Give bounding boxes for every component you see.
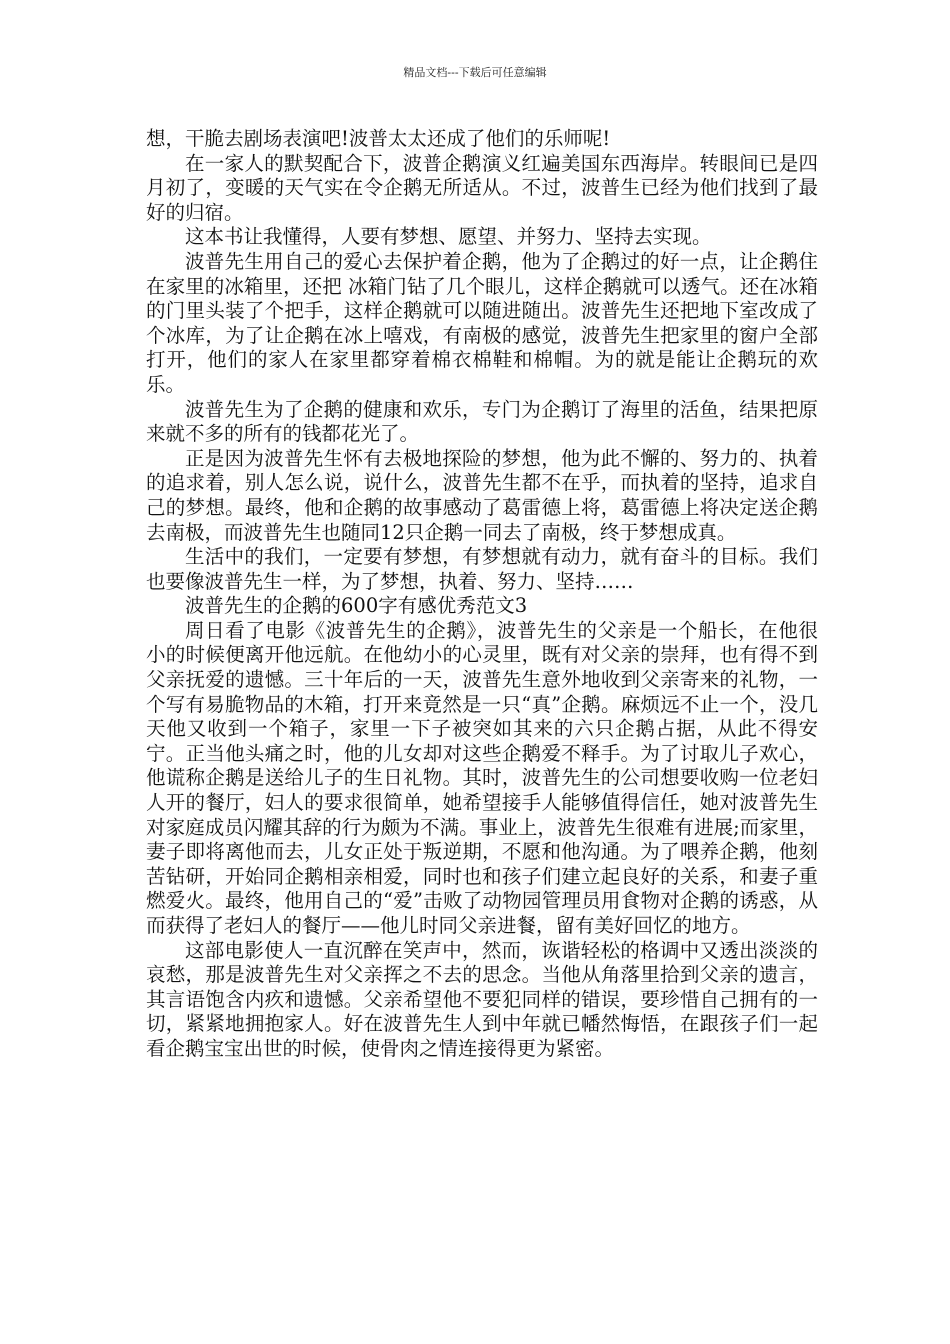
page-header: 精品文档---下载后可任意编辑: [403, 66, 547, 79]
paragraph: 这本书让我懂得，人要有梦想、愿望、并努力、坚持去实现。: [185, 225, 712, 249]
paragraph: 正是因为波普先生怀有去极地探险的梦想，他为此不懈的、努力的、执着的追求着，别人怎么说，说什么，波普先生都不在乎，而执着的坚持，追求自己的梦想。最终，他和企鹅的故事感动了葛雷德上将，葛雷德上将决定送企鹅去南极，而波普先生也随同12只企鹅一同去了南极，终于梦想成真。: [146, 446, 818, 544]
paragraph: 在一家人的默契配合下，波普企鹅演义红遍美国东西海岸。转眼间已是四月初了，变暖的天气实在令企鹅无所适从。不过，波普生已经为他们找到了最好的归宿。: [146, 151, 818, 224]
section-heading: 波普先生的企鹅的600字有感优秀范文3: [185, 594, 528, 618]
paragraph: 想，干脆去剧场表演吧!波普太太还成了他们的乐师呢!: [146, 127, 611, 150]
paragraph: 波普先生用自己的爱心去保护着企鹅，他为了企鹅过的好一点，让企鹅住在家里的冰箱里，还把 冰箱门钻了几个眼儿，这样企鹅就可以透气。还在冰箱的门里头装了个把手，这样企鹅就可以随进随出。波普先生还把地下室改成了个冰库，为了让企鹅在冰上嘻戏，有南极的感觉，波普先生把家里的窗户全部打开，他们的家人在家里都穿着棉衣棉鞋和棉帽。为的就是能让企鹅玩的欢乐。: [146, 249, 818, 396]
document-body: [146, 127, 818, 1062]
paragraph: 波普先生为了企鹅的健康和欢乐，专门为企鹅订了海里的活鱼，结果把原来就不多的所有的钱都花光了。: [146, 397, 818, 446]
paragraph: 周日看了电影《波普先生的企鹅》，波普先生的父亲是一个船长，在他很小的时候便离开他远航。在他幼小的心灵里，既有对父亲的崇拜，也有得不到父亲抚爱的遗憾。三十年后的一天，波普先生意外地收到父亲寄来的礼物，一个写有易脆物品的木箱，打开来竟然是一只“真”企鹅。麻烦远不止一个，没几天他又收到一个箱子，家里一下子被突如其来的六只企鹅占据，从此不得安宁。正当他头痛之时，他的儿女却对这些企鹅爱不释手。为了讨取儿子欢心，他谎称企鹅是送给儿子的生日礼物。其时，波普先生的公司想要收购一位老妇人开的餐厅，妇人的要求很简单，她希望接手人能够值得信任，她对波普先生对家庭成员闪耀其辞的行为颇为不满。事业上，波普先生很难有进展;而家里，妻子即将离他而去，儿女正处于叛逆期，不愿和他沟通。为了喂养企鹅，他刻苦钻研，开始同企鹅相亲相爱，同时也和孩子们建立起良好的关系，和妻子重燃爱火。最终，他用自己的“爱”击败了动物园管理员用食物对企鹅的诱惑，从而获得了老妇人的餐厅——他儿时同父亲进餐，留有美好回忆的地方。: [146, 618, 818, 937]
paragraph: 这部电影使人一直沉醉在笑声中，然而，诙谐轻松的格调中又透出淡淡的哀愁，那是波普先生对父亲挥之不去的思念。当他从角落里拾到父亲的遗言，其言语饱含内疚和遗憾。父亲希望他不要犯同样的错误，要珍惜自己拥有的一切，紧紧地拥抱家人。好在波普先生人到中年就已幡然悔悟，在跟孩子们一起看企鹅宝宝出世的时候，使骨肉之情连接得更为紧密。: [146, 938, 818, 1060]
paragraph: 生活中的我们，一定要有梦想，有梦想就有动力，就有奋斗的目标。我们也要像波普先生一样，为了梦想，执着、努力、坚持……: [146, 545, 818, 593]
